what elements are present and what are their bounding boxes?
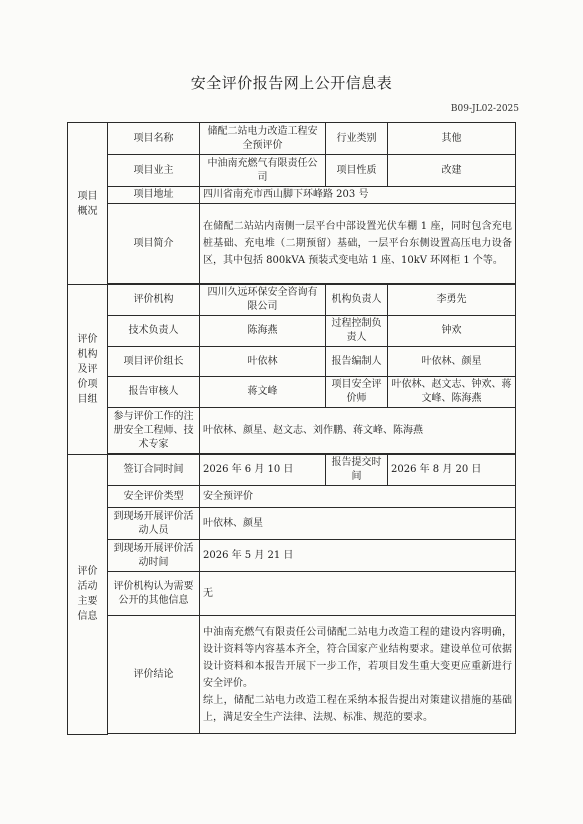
section-org: 评价 机构 及评 价项 目组 xyxy=(68,285,108,455)
label-org-head: 机构负责人 xyxy=(326,285,388,316)
value-report-author: 叶依林、颜星 xyxy=(388,347,516,377)
info-table xyxy=(67,122,516,735)
value-address: 四川省南充市西山脚下环峰路 203 号 xyxy=(200,187,516,204)
value-site-time: 2026 年 5 月 21 日 xyxy=(200,540,516,572)
label-owner: 项目业主 xyxy=(108,155,200,187)
label-reviewer: 报告审核人 xyxy=(108,377,200,408)
label-team-leader: 项目评价组长 xyxy=(108,347,200,377)
value-reviewer: 蒋文峰 xyxy=(200,377,326,408)
value-participants: 叶依林、颜星、赵文志、刘作鹏、蒋文峰、陈海燕 xyxy=(200,408,516,454)
value-tech-head: 陈海燕 xyxy=(200,316,326,347)
label-site-time: 到现场开展评价活动时间 xyxy=(108,540,200,572)
value-contract-time: 2026 年 6 月 10 日 xyxy=(200,455,326,486)
value-other-info: 无 xyxy=(200,572,516,616)
document-number: B09-JL02-2025 xyxy=(450,104,519,114)
label-tech-head: 技术负责人 xyxy=(108,316,200,347)
label-other-info: 评价机构认为需要公开的其他信息 xyxy=(108,572,200,616)
label-address: 项目地址 xyxy=(108,187,200,204)
page-title: 安全评价报告网上公开信息表 xyxy=(190,74,393,92)
value-conclusion xyxy=(200,616,516,734)
label-process-head: 过程控制负责人 xyxy=(326,316,388,347)
label-summary: 项目简介 xyxy=(108,204,200,284)
section-activity: 评价 活动 主要 信息 xyxy=(68,455,108,735)
value-nature: 改建 xyxy=(388,155,516,187)
conclusion-paragraph-2: 综上，储配二站电力改造工程在采纳本报告提出对策建议措施的基础上，满足安全生产法律、法规、标准、规范的要求。 xyxy=(203,694,512,723)
label-project-name: 项目名称 xyxy=(108,123,200,155)
label-nature: 项目性质 xyxy=(326,155,388,187)
value-project-name: 储配二站电力改造工程安全预评价 xyxy=(200,123,326,155)
conclusion-paragraph-1: 中油南充燃气有限责任公司储配二站电力改造工程的建设内容明确，设计资料等内容基本齐全，符合国家产业结构要求。建设单位可依据设计资料和本报告开展下一步工作，若项目发生重大变更应重新进行安全评价。 xyxy=(203,626,512,689)
value-team-leader: 叶依林 xyxy=(200,347,326,377)
label-report-author: 报告编制人 xyxy=(326,347,388,377)
label-conclusion: 评价结论 xyxy=(108,616,200,734)
value-eval-type: 安全预评价 xyxy=(200,486,516,508)
label-site-people: 到现场开展评价活动人员 xyxy=(108,508,200,540)
label-industry: 行业类别 xyxy=(326,123,388,155)
value-industry: 其他 xyxy=(388,123,516,155)
value-site-people: 叶依林、颜星 xyxy=(200,508,516,540)
value-process-head: 钟欢 xyxy=(388,316,516,347)
value-summary: 在储配二站站内南侧一层平台中部设置光伏车棚 1 座，同时包含充电桩基础、充电堆（二期预留）基础，一层平台东侧设置高压电力设备区，其中包括 800kVA 预装式变电站 1 座、10kV 环网柜 1 个等。 xyxy=(200,204,516,284)
label-safety-evaluators: 项目安全评价师 xyxy=(326,377,388,408)
label-eval-type: 安全评价类型 xyxy=(108,486,200,508)
value-org-head: 李勇先 xyxy=(388,285,516,316)
value-submit-time: 2026 年 8 月 20 日 xyxy=(388,455,516,486)
section-overview: 项目 概况 xyxy=(68,123,108,285)
label-contract-time: 签订合同时间 xyxy=(108,455,200,486)
value-safety-evaluators: 叶依林、赵文志、钟欢、蒋文峰、陈海燕 xyxy=(388,377,516,408)
label-participants: 参与评价工作的注册安全工程师、技术专家 xyxy=(108,408,200,454)
label-submit-time: 报告提交时间 xyxy=(326,455,388,486)
label-eval-org: 评价机构 xyxy=(108,285,200,316)
value-eval-org: 四川久远环保安全咨询有限公司 xyxy=(200,285,326,316)
value-owner: 中油南充燃气有限责任公司 xyxy=(200,155,326,187)
